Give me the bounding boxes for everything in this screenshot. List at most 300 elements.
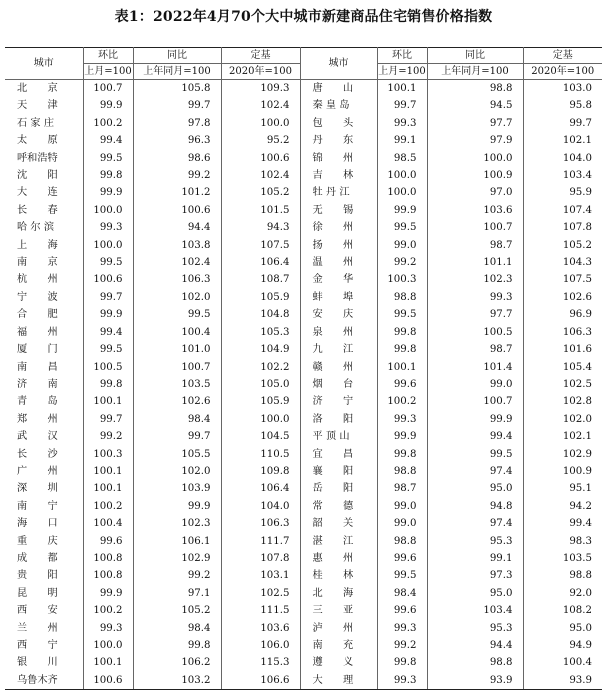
table-row <box>5 202 602 219</box>
yoy-value-left: 96.3 <box>133 132 221 149</box>
yoy-value-left: 99.8 <box>133 637 221 654</box>
city-name-left: 南 宁 <box>5 498 83 515</box>
yoy-value-left: 101.0 <box>133 341 221 358</box>
fixed-value-left: 106.6 <box>221 672 300 690</box>
fixed-value-right: 93.9 <box>523 672 602 690</box>
mom-value-right: 99.0 <box>377 237 427 254</box>
fixed-value-right: 98.3 <box>569 535 592 547</box>
mom-value-right: 100.0 <box>377 167 427 184</box>
mom-value-right: 99.6 <box>377 550 427 567</box>
yoy-value-left: 102.4 <box>133 254 221 271</box>
mom-value-left: 99.5 <box>83 254 133 271</box>
fixed-value-left: 107.8 <box>221 550 300 567</box>
table-row <box>5 376 602 393</box>
yoy-value-right: 98.7 <box>427 341 523 358</box>
mom-value-right: 99.8 <box>377 341 427 358</box>
table-row <box>5 428 602 445</box>
mom-value-left: 99.4 <box>83 324 133 341</box>
city-header-left: 城市 <box>5 48 83 80</box>
city-name-left: 厦 门 <box>5 341 83 358</box>
mom-value-right: 100.1 <box>377 80 427 98</box>
fixed-value-left: 110.5 <box>221 446 300 463</box>
table-row <box>5 567 602 584</box>
fixed-value-right: 95.9 <box>569 187 592 199</box>
mom-subheader-left: 上月=100 <box>83 64 133 80</box>
city-name-right: 遵 义 <box>300 654 377 671</box>
yoy-value-right: 95.3 <box>427 533 523 550</box>
yoy-value-left: 98.4 <box>133 411 221 428</box>
city-name-left: 广 州 <box>5 463 83 480</box>
mom-value-left: 100.6 <box>83 271 133 288</box>
mom-value-left: 100.1 <box>83 480 133 497</box>
mom-header-right: 环比 <box>377 48 427 64</box>
city-name-right: 徐 州 <box>300 219 377 236</box>
city-name-right: 大 理 <box>300 672 377 690</box>
mom-value-right: 100.0 <box>377 184 427 201</box>
city-name-right: 济 宁 <box>300 393 377 410</box>
fixed-value-left: 94.3 <box>221 219 300 236</box>
fixed-value-left: 100.6 <box>221 150 300 167</box>
fixed-value-left: 103.6 <box>221 620 300 637</box>
fixed-value-left: 105.0 <box>221 376 300 393</box>
yoy-header-right: 同比 <box>427 48 523 64</box>
city-name-right: 锦 州 <box>300 150 377 167</box>
table-row <box>5 672 602 690</box>
fixed-subheader-left: 2020年=100 <box>221 64 300 80</box>
table-row <box>5 480 602 497</box>
table-row <box>5 132 602 149</box>
table-row <box>5 219 602 236</box>
city-name-left: 西 安 <box>5 602 83 619</box>
fixed-value-right: 108.2 <box>562 605 592 617</box>
fixed-value-left: 106.3 <box>221 515 300 532</box>
fixed-value-left: 102.4 <box>221 167 300 184</box>
city-name-left: 贵 阳 <box>5 567 83 584</box>
mom-value-left: 99.5 <box>83 150 133 167</box>
fixed-value-left: 106.4 <box>221 254 300 271</box>
mom-value-left: 100.4 <box>83 515 133 532</box>
yoy-value-left: 102.0 <box>133 289 221 306</box>
table-row <box>5 306 602 323</box>
table-row <box>5 602 602 619</box>
fixed-value-right: 107.5 <box>562 274 592 286</box>
fixed-value-right: 99.4 <box>569 518 592 530</box>
fixed-value-left: 109.3 <box>221 80 300 98</box>
yoy-value-right: 95.0 <box>427 585 523 602</box>
city-name-right: 岳 阳 <box>300 480 377 497</box>
yoy-value-left: 94.4 <box>133 219 221 236</box>
mom-value-left: 100.1 <box>83 393 133 410</box>
fixed-value-right: 92.0 <box>569 587 592 599</box>
mom-value-left: 99.7 <box>83 411 133 428</box>
yoy-value-left: 97.8 <box>133 115 221 132</box>
table-row <box>5 271 602 288</box>
table-row <box>5 550 602 567</box>
yoy-value-right: 95.0 <box>427 480 523 497</box>
mom-value-left: 99.3 <box>83 219 133 236</box>
yoy-value-left: 99.5 <box>133 306 221 323</box>
yoy-value-left: 103.9 <box>133 480 221 497</box>
yoy-value-left: 106.1 <box>133 533 221 550</box>
fixed-value-right: 94.2 <box>569 500 592 512</box>
yoy-value-right: 93.9 <box>427 672 523 690</box>
mom-value-left: 99.5 <box>83 341 133 358</box>
yoy-value-right: 94.4 <box>427 637 523 654</box>
mom-value-right: 99.8 <box>377 324 427 341</box>
price-index-table <box>5 47 602 690</box>
city-name-right: 安 庆 <box>300 306 377 323</box>
fixed-value-right: 104.3 <box>562 257 592 269</box>
yoy-value-left: 105.8 <box>133 80 221 98</box>
yoy-value-right: 99.9 <box>427 411 523 428</box>
city-name-right: 桂 林 <box>300 567 377 584</box>
city-name-left: 武 汉 <box>5 428 83 445</box>
table-row <box>5 463 602 480</box>
yoy-value-right: 97.0 <box>427 184 523 201</box>
city-name-left: 深 圳 <box>5 480 83 497</box>
city-name-right: 包 头 <box>300 115 377 132</box>
table-row <box>5 237 602 254</box>
fixed-value-left: 107.5 <box>221 237 300 254</box>
yoy-value-left: 97.1 <box>133 585 221 602</box>
fixed-value-left: 115.3 <box>221 654 300 671</box>
city-name-right: 南 充 <box>300 637 377 654</box>
yoy-value-right: 99.4 <box>427 428 523 445</box>
yoy-value-left: 102.3 <box>133 515 221 532</box>
table-row <box>5 654 602 671</box>
yoy-header-left: 同比 <box>133 48 221 64</box>
mom-value-left: 100.6 <box>83 672 133 690</box>
city-name-left: 福 州 <box>5 324 83 341</box>
fixed-header-left: 定基 <box>221 48 300 64</box>
mom-subheader-right: 上月=100 <box>377 64 427 80</box>
mom-value-left: 100.3 <box>83 446 133 463</box>
yoy-value-left: 103.8 <box>133 237 221 254</box>
yoy-subheader-right: 上年同月=100 <box>427 64 523 80</box>
city-name-right: 赣 州 <box>300 359 377 376</box>
fixed-value-right: 102.0 <box>562 413 592 425</box>
mom-value-left: 100.8 <box>83 567 133 584</box>
mom-value-right: 99.8 <box>377 446 427 463</box>
mom-value-left: 100.2 <box>83 115 133 132</box>
fixed-value-left: 104.9 <box>221 341 300 358</box>
mom-value-left: 100.0 <box>83 637 133 654</box>
yoy-value-left: 102.6 <box>133 393 221 410</box>
mom-value-right: 99.5 <box>377 306 427 323</box>
yoy-value-right: 99.5 <box>427 446 523 463</box>
table-row <box>5 150 602 167</box>
city-name-right: 襄 阳 <box>300 463 377 480</box>
city-name-left: 哈 尔 滨 <box>5 219 83 236</box>
table-row <box>5 254 602 271</box>
yoy-value-left: 103.2 <box>133 672 221 690</box>
city-name-right: 泉 州 <box>300 324 377 341</box>
fixed-value-right: 98.8 <box>569 570 592 582</box>
mom-value-right: 99.3 <box>377 411 427 428</box>
mom-value-left: 99.8 <box>83 167 133 184</box>
table-row <box>5 115 602 132</box>
yoy-value-left: 99.7 <box>133 428 221 445</box>
city-name-right: 金 华 <box>300 271 377 288</box>
city-header-right: 城市 <box>300 48 377 80</box>
mom-value-right: 99.3 <box>377 620 427 637</box>
city-name-left: 西 宁 <box>5 637 83 654</box>
mom-value-right: 100.1 <box>377 359 427 376</box>
city-name-left: 宁 波 <box>5 289 83 306</box>
city-name-left: 青 岛 <box>5 393 83 410</box>
yoy-value-left: 106.2 <box>133 654 221 671</box>
city-name-left: 大 连 <box>5 184 83 201</box>
city-name-left: 天 津 <box>5 97 83 114</box>
mom-value-left: 100.1 <box>83 463 133 480</box>
table-body <box>5 80 602 690</box>
city-name-right: 烟 台 <box>300 376 377 393</box>
fixed-value-left: 103.1 <box>221 567 300 584</box>
table-row <box>5 585 602 602</box>
city-name-left: 长 春 <box>5 202 83 219</box>
yoy-value-left: 100.6 <box>133 202 221 219</box>
mom-value-left: 100.0 <box>83 237 133 254</box>
mom-value-left: 99.9 <box>83 184 133 201</box>
fixed-value-left: 100.0 <box>221 115 300 132</box>
city-name-right: 无 锡 <box>300 202 377 219</box>
yoy-value-left: 99.2 <box>133 567 221 584</box>
fixed-value-right: 101.6 <box>562 344 592 356</box>
yoy-value-left: 98.4 <box>133 620 221 637</box>
yoy-value-right: 94.8 <box>427 498 523 515</box>
city-name-right: 洛 阳 <box>300 411 377 428</box>
table-row <box>5 97 602 114</box>
yoy-value-right: 100.5 <box>427 324 523 341</box>
city-name-left: 成 都 <box>5 550 83 567</box>
yoy-value-left: 100.4 <box>133 324 221 341</box>
fixed-value-right: 99.7 <box>569 117 592 129</box>
fixed-subheader-right: 2020年=100 <box>523 64 602 80</box>
yoy-value-right: 100.0 <box>427 150 523 167</box>
fixed-value-left: 108.7 <box>221 271 300 288</box>
mom-value-left: 99.9 <box>83 97 133 114</box>
yoy-value-left: 99.9 <box>133 498 221 515</box>
city-name-left: 重 庆 <box>5 533 83 550</box>
city-name-right: 湛 江 <box>300 533 377 550</box>
city-name-left: 济 南 <box>5 376 83 393</box>
city-name-right: 三 亚 <box>300 602 377 619</box>
table-row <box>5 167 602 184</box>
city-name-left: 南 京 <box>5 254 83 271</box>
mom-value-right: 99.3 <box>377 672 427 690</box>
city-name-left: 银 川 <box>5 654 83 671</box>
city-name-right: 牡 丹 江 <box>300 184 377 201</box>
mom-value-left: 99.9 <box>83 306 133 323</box>
mom-value-right: 99.0 <box>377 498 427 515</box>
yoy-value-left: 101.2 <box>133 184 221 201</box>
fixed-value-left: 104.8 <box>221 306 300 323</box>
mom-value-left: 100.2 <box>83 498 133 515</box>
table-row <box>5 515 602 532</box>
fixed-value-right: 103.0 <box>562 83 592 94</box>
table-row <box>5 324 602 341</box>
mom-value-right: 98.7 <box>377 480 427 497</box>
fixed-value-right: 94.9 <box>569 640 592 651</box>
mom-value-left: 100.1 <box>83 654 133 671</box>
mom-value-left: 100.0 <box>83 202 133 219</box>
city-name-left: 合 肥 <box>5 306 83 323</box>
mom-value-right: 99.2 <box>377 637 427 654</box>
mom-value-right: 100.3 <box>377 271 427 288</box>
yoy-value-right: 94.5 <box>427 97 523 114</box>
city-name-left: 呼和浩特 <box>5 150 83 167</box>
city-name-left: 北 京 <box>5 80 83 98</box>
fixed-value-right: 102.9 <box>562 448 592 460</box>
fixed-value-left: 102.4 <box>221 97 300 114</box>
mom-value-right: 99.2 <box>377 254 427 271</box>
mom-value-right: 99.9 <box>377 428 427 445</box>
mom-value-right: 98.8 <box>377 463 427 480</box>
mom-value-left: 99.7 <box>83 289 133 306</box>
city-name-left: 上 海 <box>5 237 83 254</box>
fixed-value-right: 96.9 <box>569 309 592 321</box>
mom-value-right: 99.5 <box>377 567 427 584</box>
fixed-value-left: 105.9 <box>221 393 300 410</box>
mom-value-left: 99.2 <box>83 428 133 445</box>
city-name-right: 秦 皇 岛 <box>300 97 377 114</box>
yoy-value-left: 106.3 <box>133 271 221 288</box>
fixed-value-left: 105.2 <box>221 184 300 201</box>
fixed-value-right: 102.1 <box>562 135 592 147</box>
fixed-value-left: 109.8 <box>221 463 300 480</box>
mom-value-right: 100.2 <box>377 393 427 410</box>
yoy-value-left: 102.0 <box>133 463 221 480</box>
fixed-value-right: 102.6 <box>562 291 592 303</box>
city-name-left: 石 家 庄 <box>5 115 83 132</box>
mom-value-right: 99.6 <box>377 602 427 619</box>
mom-value-left: 100.8 <box>83 550 133 567</box>
fixed-value-left: 106.4 <box>221 480 300 497</box>
fixed-header-right: 定基 <box>523 48 602 64</box>
fixed-value-right: 102.8 <box>562 396 592 408</box>
fixed-value-right: 95.1 <box>569 483 592 495</box>
table-row <box>5 446 602 463</box>
yoy-subheader-left: 上年同月=100 <box>133 64 221 80</box>
city-name-right: 唐 山 <box>300 80 377 98</box>
yoy-value-right: 101.1 <box>427 254 523 271</box>
yoy-value-right: 100.7 <box>427 219 523 236</box>
yoy-value-right: 100.9 <box>427 167 523 184</box>
yoy-value-left: 103.5 <box>133 376 221 393</box>
mom-value-right: 99.3 <box>377 115 427 132</box>
city-name-right: 惠 州 <box>300 550 377 567</box>
city-name-left: 昆 明 <box>5 585 83 602</box>
yoy-value-right: 102.3 <box>427 271 523 288</box>
city-name-left: 长 沙 <box>5 446 83 463</box>
mom-value-right: 99.8 <box>377 654 427 671</box>
fixed-value-right: 105.4 <box>562 361 592 373</box>
fixed-value-left: 104.0 <box>221 498 300 515</box>
fixed-value-left: 95.2 <box>221 132 300 149</box>
city-name-right: 宜 昌 <box>300 446 377 463</box>
city-name-left: 沈 阳 <box>5 167 83 184</box>
city-name-right: 丹 东 <box>300 132 377 149</box>
fixed-value-left: 104.5 <box>221 428 300 445</box>
mom-value-right: 98.8 <box>377 289 427 306</box>
fixed-value-left: 105.3 <box>221 324 300 341</box>
table-row <box>5 359 602 376</box>
mom-value-right: 98.8 <box>377 533 427 550</box>
city-name-left: 南 昌 <box>5 359 83 376</box>
city-name-right: 泸 州 <box>300 620 377 637</box>
city-name-right: 北 海 <box>300 585 377 602</box>
mom-value-right: 99.1 <box>377 132 427 149</box>
fixed-value-right: 103.5 <box>562 552 592 564</box>
table-row <box>5 289 602 306</box>
city-name-right: 吉 林 <box>300 167 377 184</box>
yoy-value-right: 97.9 <box>427 132 523 149</box>
city-name-right: 九 江 <box>300 341 377 358</box>
yoy-value-left: 99.7 <box>133 97 221 114</box>
yoy-value-right: 103.6 <box>427 202 523 219</box>
mom-value-right: 99.7 <box>377 97 427 114</box>
fixed-value-right: 100.4 <box>562 657 592 669</box>
yoy-value-right: 100.7 <box>427 393 523 410</box>
yoy-value-right: 98.8 <box>427 654 523 671</box>
mom-value-right: 99.0 <box>377 515 427 532</box>
fixed-value-right: 104.0 <box>562 152 592 164</box>
fixed-value-right: 105.2 <box>562 239 592 251</box>
table-row <box>5 341 602 358</box>
city-name-right: 平 顶 山 <box>300 428 377 445</box>
fixed-value-left: 102.5 <box>221 585 300 602</box>
fixed-value-left: 111.5 <box>221 602 300 619</box>
mom-value-left: 99.3 <box>83 620 133 637</box>
fixed-value-right: 102.1 <box>562 431 592 443</box>
city-name-right: 韶 关 <box>300 515 377 532</box>
city-name-right: 蚌 埠 <box>300 289 377 306</box>
mom-value-left: 100.5 <box>83 359 133 376</box>
mom-value-left: 99.4 <box>83 132 133 149</box>
table-title: 表1：2022年4月70个大中城市新建商品住宅销售价格指数 <box>114 9 493 25</box>
yoy-value-left: 102.9 <box>133 550 221 567</box>
table-row <box>5 411 602 428</box>
yoy-value-right: 99.1 <box>427 550 523 567</box>
yoy-value-right: 95.3 <box>427 620 523 637</box>
fixed-value-left: 100.0 <box>221 411 300 428</box>
fixed-value-right: 103.4 <box>562 170 592 182</box>
table-row <box>5 184 602 201</box>
mom-value-right: 98.4 <box>377 585 427 602</box>
fixed-value-left: 105.9 <box>221 289 300 306</box>
yoy-value-right: 101.4 <box>427 359 523 376</box>
yoy-value-left: 105.2 <box>133 602 221 619</box>
mom-value-right: 98.5 <box>377 150 427 167</box>
yoy-value-left: 99.2 <box>133 167 221 184</box>
city-name-left: 海 口 <box>5 515 83 532</box>
fixed-value-left: 102.2 <box>221 359 300 376</box>
table-header <box>5 48 602 80</box>
table-row <box>5 393 602 410</box>
fixed-value-left: 111.7 <box>221 533 300 550</box>
city-name-right: 扬 州 <box>300 237 377 254</box>
city-name-left: 杭 州 <box>5 271 83 288</box>
city-name-right: 温 州 <box>300 254 377 271</box>
fixed-value-right: 95.0 <box>569 622 592 634</box>
mom-value-right: 99.5 <box>377 219 427 236</box>
mom-value-right: 99.6 <box>377 376 427 393</box>
table-row <box>5 637 602 654</box>
yoy-value-left: 100.7 <box>133 359 221 376</box>
city-name-left: 乌鲁木齐 <box>5 672 83 690</box>
city-name-right: 常 德 <box>300 498 377 515</box>
mom-value-left: 100.7 <box>83 80 133 98</box>
